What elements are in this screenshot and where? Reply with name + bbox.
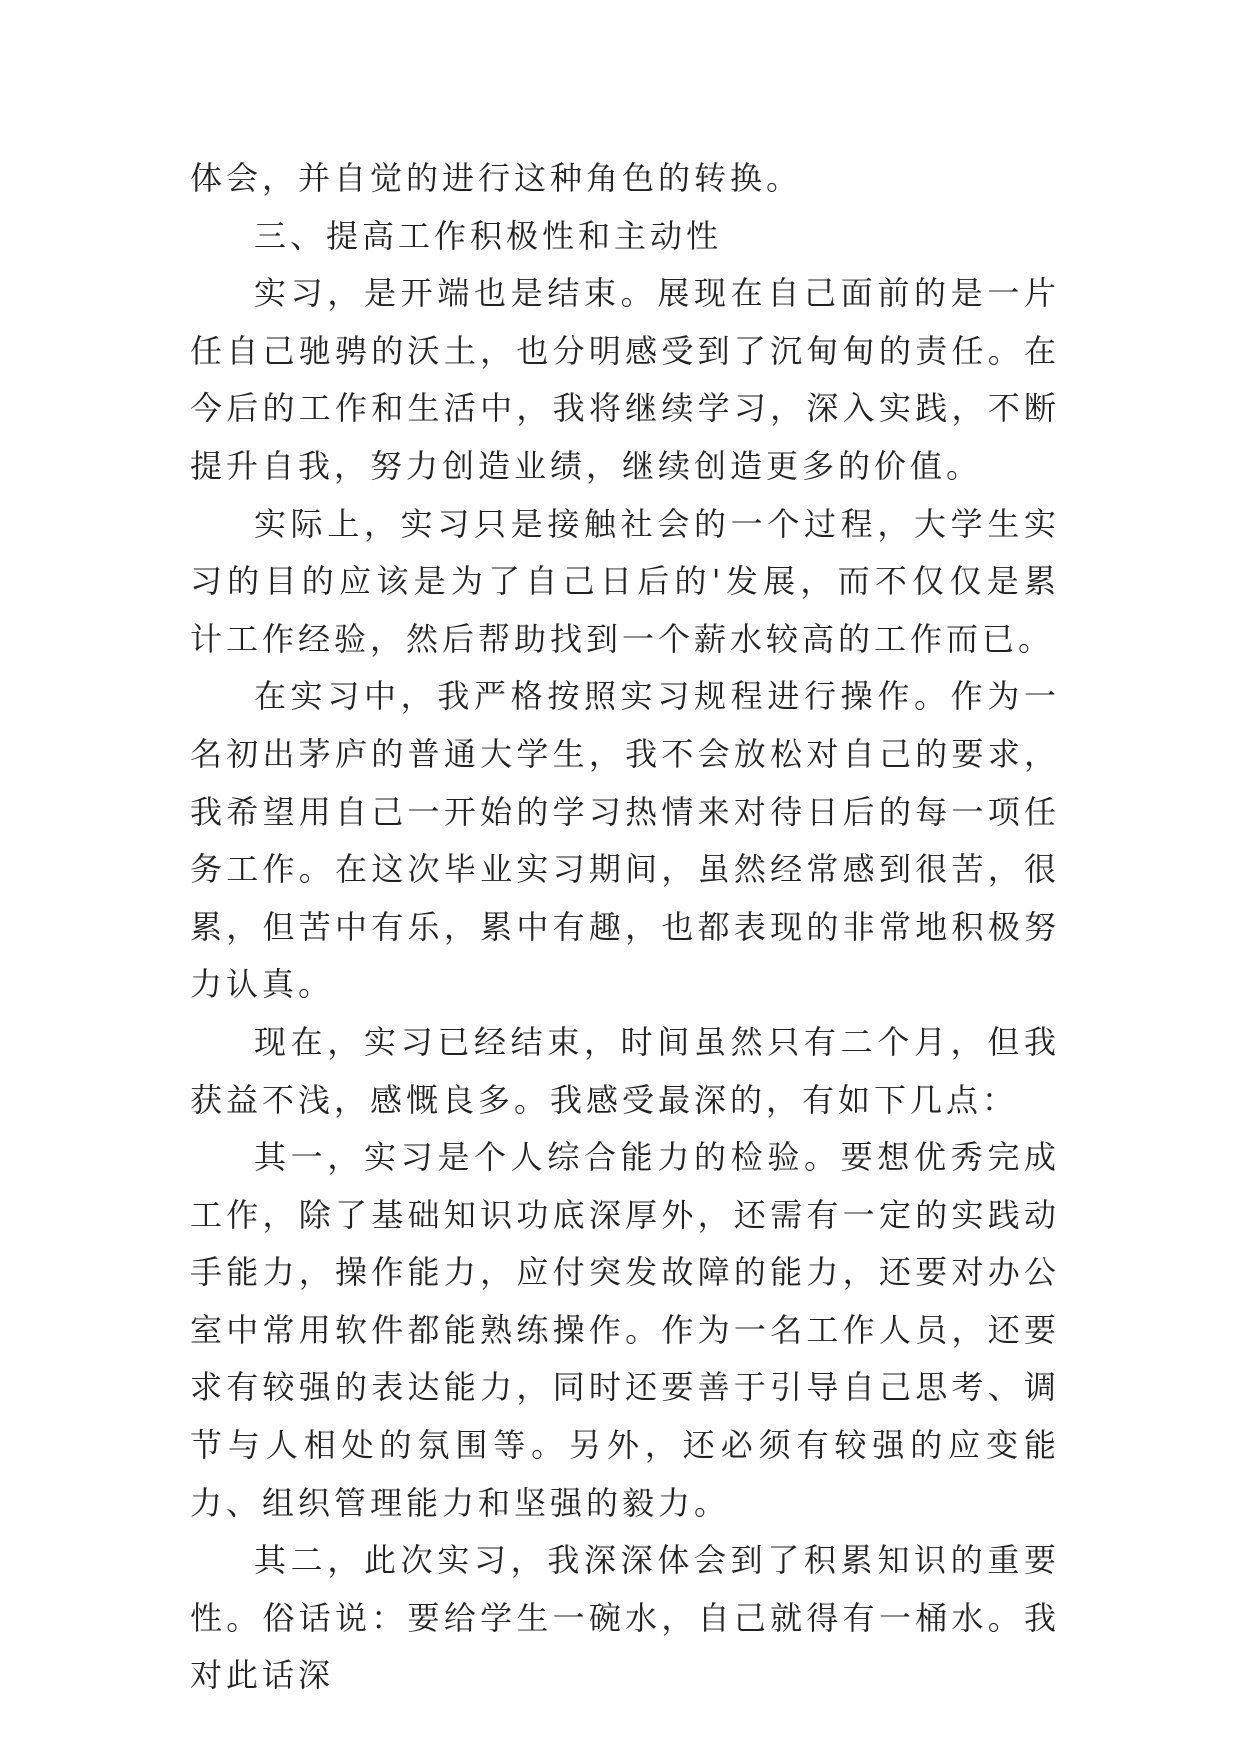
paragraph-3: 实习，是开端也是结束。展现在自己面前的是一片任自己驰骋的沃土，也分明感受到了沉甸甸的责任。在今后的工作和生活中，我将继续学习，深入实践，不断提升自我，努力创造业绩，继续创造更多的价值。 bbox=[190, 274, 1060, 485]
paragraph-6: 现在，实习已经结束，时间虽然只有二个月，但我获益不浅，感慨良多。我感受最深的，有如下几点： bbox=[190, 1022, 1060, 1119]
document-body bbox=[190, 150, 1060, 1705]
paragraph-5: 在实习中，我严格按照实习规程进行操作。作为一名初出茅庐的普通大学生，我不会放松对自己的要求，我希望用自己一开始的学习热情来对待日后的每一项任务工作。在这次毕业实习期间，虽然经常感到很苦，很累，但苦中有乐，累中有趣，也都表现的非常地积极努力认真。 bbox=[190, 677, 1060, 1004]
paragraph-4: 实际上，实习只是接触社会的一个过程，大学生实习的目的应该是为了自己日后的'发展，而不仅仅是累计工作经验，然后帮助找到一个薪水较高的工作而已。 bbox=[190, 504, 1060, 658]
paragraph-1: 体会，并自觉的进行这种角色的转换。 bbox=[190, 159, 803, 197]
section-heading: 三、提高工作积极性和主动性 bbox=[254, 216, 723, 255]
paragraph-7: 其一，实习是个人综合能力的检验。要想优秀完成工作，除了基础知识功底深厚外，还需有一定的实践动手能力，操作能力，应付突发故障的能力，还要对办公室中常用软件都能熟练操作。作为一名工作人员，还要求有较强的表达能力，同时还要善于引导自己思考、调节与人相处的氛围等。另外，还必须有较强的应变能力、组织管理能力和坚强的毅力。 bbox=[190, 1138, 1060, 1522]
paragraph-8: 其二，此次实习，我深深体会到了积累知识的重要性。俗话说：要给学生一碗水，自己就得有一桶水。我对此话深 bbox=[190, 1541, 1060, 1695]
